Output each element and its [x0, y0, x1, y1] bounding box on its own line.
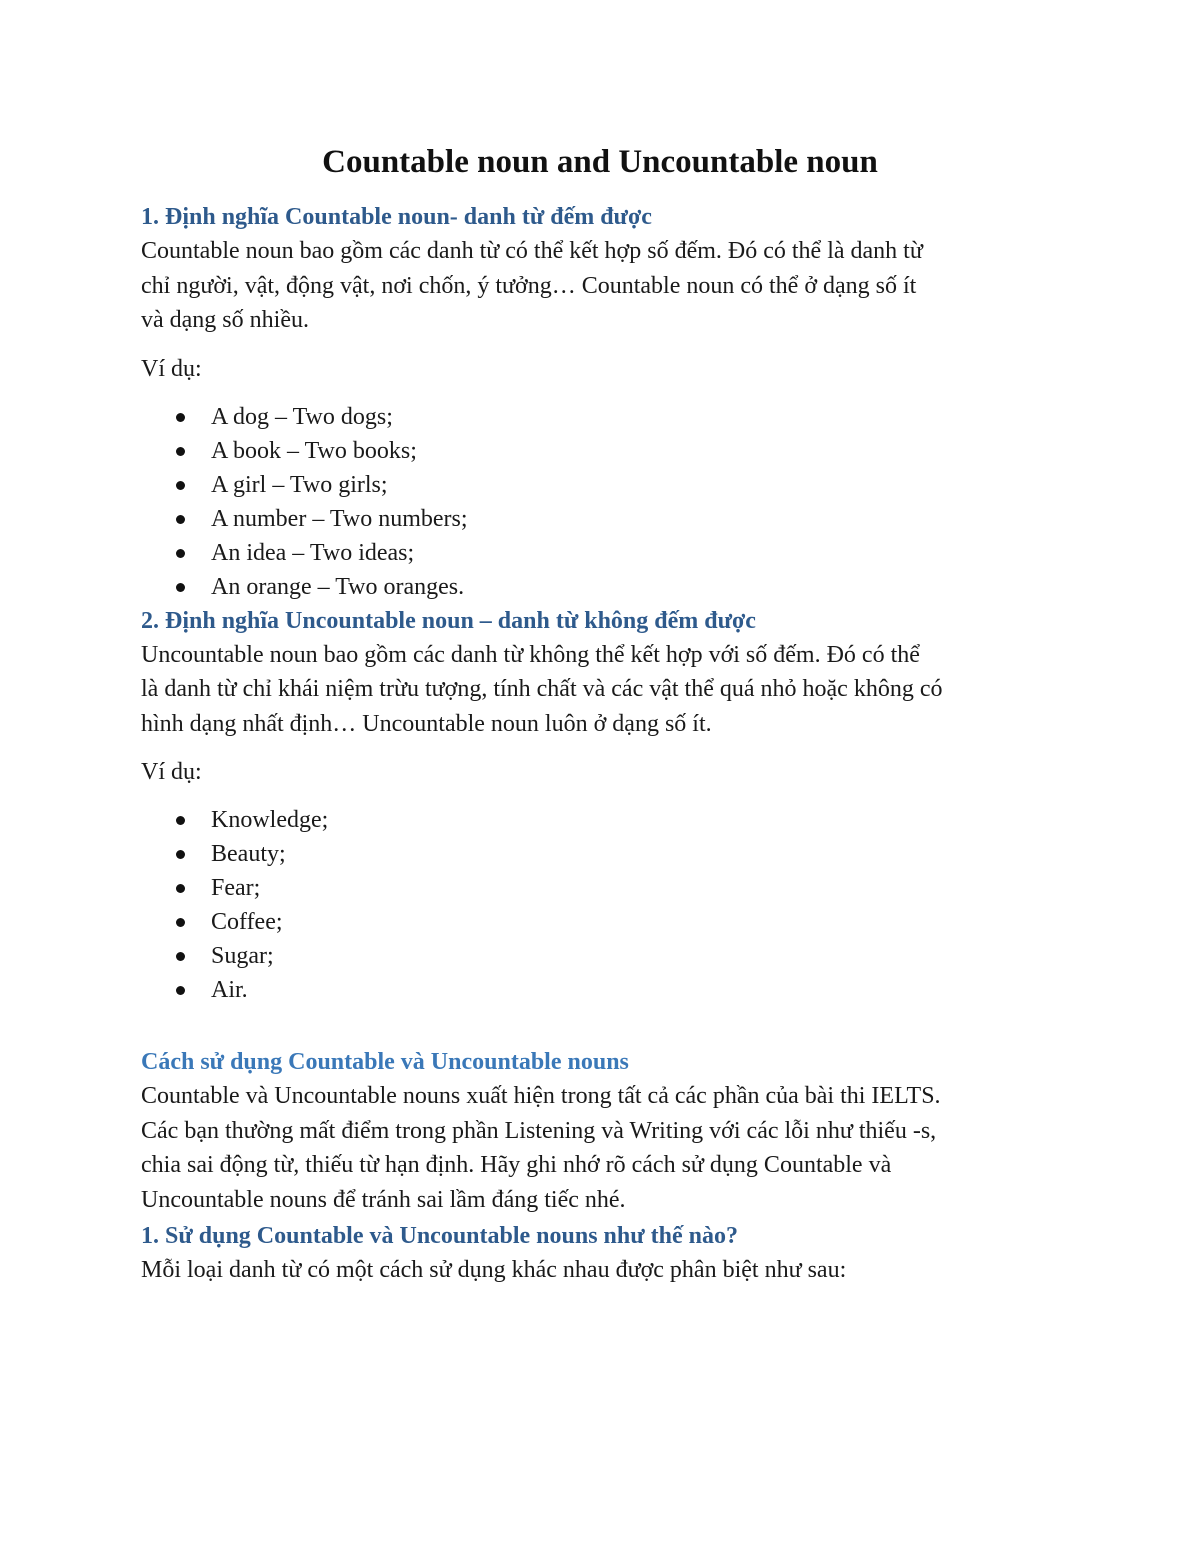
section1-heading: 1. Định nghĩa Countable noun- danh từ đếm được	[141, 204, 652, 230]
list-item-text: Knowledge;	[211, 807, 329, 833]
list-item	[141, 939, 1081, 973]
paragraph-line: Mỗi loại danh từ có một cách sử dụng khác nhau được phân biệt như sau:	[141, 1257, 847, 1283]
document-title: Countable noun and Uncountable noun	[322, 144, 878, 180]
list-item	[141, 400, 1081, 434]
bullet-icon	[176, 986, 185, 995]
bullet-icon	[176, 447, 185, 456]
list-item-text: A number – Two numbers;	[211, 505, 468, 532]
list-item	[141, 434, 1081, 468]
list-item	[141, 803, 1081, 837]
bullet-icon	[176, 952, 185, 961]
list-item-text: Coffee;	[211, 909, 283, 935]
usage-sub1-paragraph	[141, 1253, 1081, 1288]
list-item	[141, 536, 1081, 570]
paragraph-line: là danh từ chỉ khái niệm trừu tượng, tính chất và các vật thể quá nhỏ hoặc không có	[141, 676, 943, 702]
bullet-icon	[176, 481, 185, 490]
list-item	[141, 502, 1081, 536]
list-item	[141, 905, 1081, 939]
paragraph-line: Countable và Uncountable nouns xuất hiện trong tất cả các phần của bài thi IELTS.	[141, 1083, 941, 1109]
list-item	[141, 468, 1081, 502]
list-item-text: Air.	[211, 977, 248, 1003]
list-item-text: Fear;	[211, 875, 261, 901]
section1-paragraph	[141, 234, 1081, 338]
list-item	[141, 973, 1081, 1007]
list-item-text: An idea – Two ideas;	[211, 539, 415, 566]
section2-heading: 2. Định nghĩa Uncountable noun – danh từ không đếm được	[141, 607, 756, 634]
section2-example-label: Ví dụ:	[141, 759, 202, 785]
paragraph-line: Countable noun bao gồm các danh từ có thể kết hợp số đếm. Đó có thể là danh từ	[141, 238, 923, 264]
section1-example-list	[141, 400, 1081, 604]
paragraph-line: hình dạng nhất định… Uncountable noun luôn ở dạng số ít.	[141, 710, 712, 737]
bullet-icon	[176, 413, 185, 422]
list-item	[141, 837, 1081, 871]
bullet-icon	[176, 884, 185, 893]
paragraph-line: chia sai động từ, thiếu từ hạn định. Hãy ghi nhớ rõ cách sử dụng Countable và	[141, 1152, 892, 1178]
paragraph-line: Các bạn thường mất điểm trong phần Listening và Writing với các lỗi như thiếu -s,	[141, 1117, 937, 1144]
list-item-text: A dog – Two dogs;	[211, 403, 393, 430]
bullet-icon	[176, 816, 185, 825]
list-item-text: A book – Two books;	[211, 437, 417, 464]
document-body	[141, 200, 1081, 1288]
bullet-icon	[176, 549, 185, 558]
usage-sub1-heading: 1. Sử dụng Countable và Uncountable nouns như thế nào?	[141, 1223, 738, 1249]
usage-paragraph	[141, 1079, 1081, 1217]
bullet-icon	[176, 850, 185, 859]
bullet-icon	[176, 918, 185, 927]
list-item-text: A girl – Two girls;	[211, 471, 388, 498]
list-item	[141, 570, 1081, 604]
list-item-text: Beauty;	[211, 841, 286, 867]
paragraph-line: Uncountable nouns để tránh sai lầm đáng tiếc nhé.	[141, 1186, 626, 1213]
section1-example-label: Ví dụ:	[141, 355, 202, 382]
paragraph-line: Uncountable noun bao gồm các danh từ không thể kết hợp với số đếm. Đó có thể	[141, 641, 920, 668]
list-item	[141, 871, 1081, 905]
section2-paragraph	[141, 638, 1081, 742]
bullet-icon	[176, 515, 185, 524]
bullet-icon	[176, 583, 185, 592]
paragraph-line: và dạng số nhiều.	[141, 307, 309, 333]
list-item-text: An orange – Two oranges.	[211, 573, 465, 600]
list-item-text: Sugar;	[211, 943, 274, 969]
paragraph-line: chỉ người, vật, động vật, nơi chốn, ý tưởng… Countable noun có thể ở dạng số ít	[141, 272, 917, 299]
section2-example-list	[141, 803, 1081, 1007]
usage-heading: Cách sử dụng Countable và Uncountable nouns	[141, 1049, 629, 1075]
